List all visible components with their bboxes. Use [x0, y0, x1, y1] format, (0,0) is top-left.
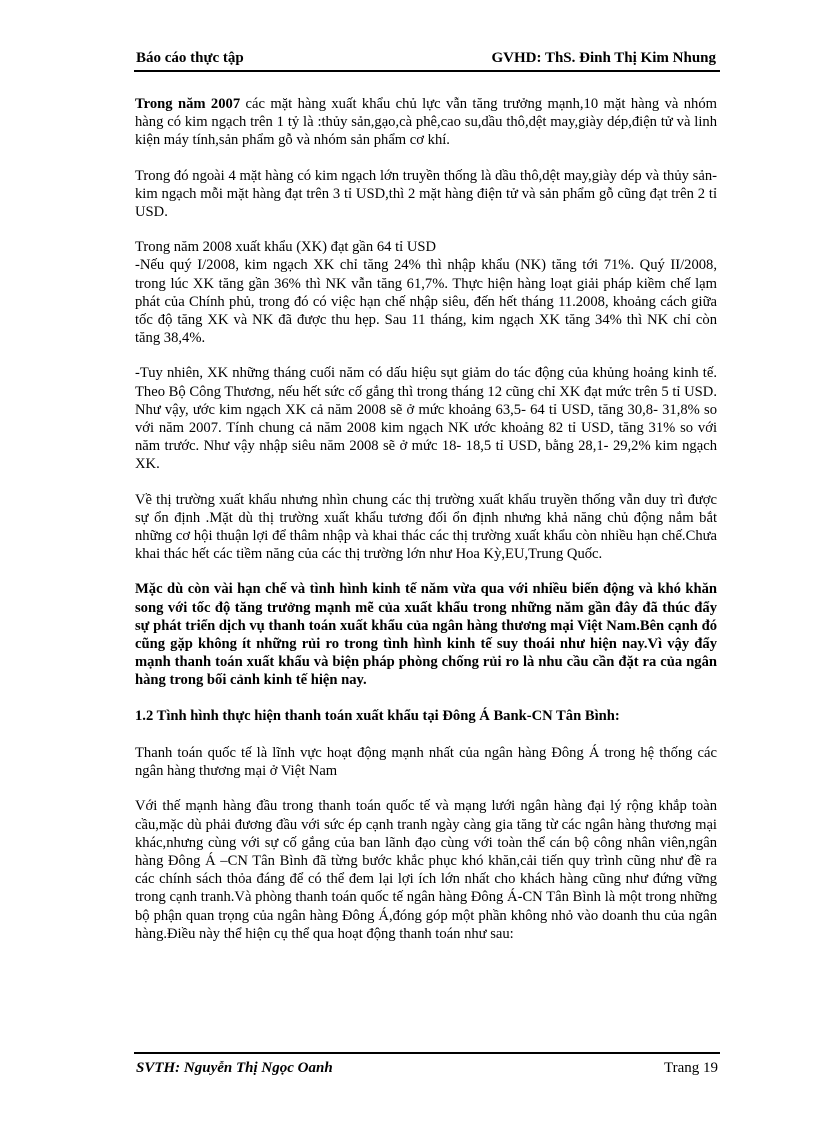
- page-content: [135, 95, 717, 960]
- paragraph-2008-decline: -Tuy nhiên, XK những tháng cuối năm có dấu hiệu sụt giảm do tác động của khủng hoảng kinh tế. Theo Bộ Công Thương, nếu hết sức cố gắng thì trong tháng 12 cũng chỉ XK đạt mức trên 5 tỉ USD. Như vậy, ước kim ngạch XK cả năm 2008 sẽ ở mức khoảng 63,5- 64 tỉ USD, tăng 30,8- 31,8% so với năm 2007. Tính chung cả năm 2008 kim ngạch NK ước khoảng 82 tỉ USD, tăng 31% so với năm trước. Như vậy nhập siêu năm 2008 sẽ ở mức 18- 18,5 tỉ USD, bằng 28,1- 29,2% kim ngạch XK.: [135, 365, 717, 473]
- header-advisor: GVHD: ThS. Đinh Thị Kim Nhung: [491, 50, 716, 66]
- paragraph-traditional-goods: Trong đó ngoài 4 mặt hàng có kim ngạch lớn truyền thống là dầu thô,dệt may,giày dép và thủy sản-kim ngạch mỗi mặt hàng đạt trên 3 tỉ USD,thì 2 mặt hàng điện tử và sản phẩm gỗ cũng đạt trên 2 tỉ USD.: [135, 167, 717, 221]
- footer-page-number: Trang 19: [663, 1060, 718, 1076]
- paragraph-dong-a-strengths: Với thế mạnh hàng đầu trong thanh toán quốc tế và mạng lưới ngân hàng đại lý rộng khắp toàn cầu,mặc dù phải đương đầu với sức ép cạnh tranh ngày càng gia tăng từ các ngân hàng thương mại khác,nhưng cùng với sự cố gắng của ban lãnh đạo cùng với toàn thể cán bộ công nhân viên,ngân hàng Đông Á –CN Tân Bình đã từng bước khắc phục khó khăn,cải tiến quy trình cũng như đề ra các chính sách thỏa đáng để có thể đem lại lợi ích lớn nhất cho khách hàng cũng như đứng vững trong cạnh tranh.Và phòng thanh toán quốc tế ngân hàng Đông Á-CN Tân Bình là một trong những bộ phận quan trọng của ngân hàng Đông Á,đóng góp một phần không nhỏ vào doanh thu của ngân hàng.Điều này thể hiện cụ thể qua hoạt động thanh toán như sau:: [135, 798, 717, 942]
- paragraph-2007-text: các mặt hàng xuất khẩu chủ lực vẫn tăng trưởng mạnh,10 mặt hàng và nhóm hàng có kim ngạch trên 1 tỷ là :thủy sản,gạo,cà phê,cao su,dầu thô,dệt may,giày dép,điện tử và linh kiện máy tính,sản phẩm gỗ và nhóm sản phẩm cơ khí.: [135, 96, 717, 149]
- paragraph-export-markets: Về thị trường xuất khẩu nhưng nhìn chung các thị trường xuất khẩu truyền thống vẫn duy trì được sự ổn định .Mặt dù thị trường xuất khẩu tương đối ổn định nhưng khả năng chủ động nắm bắt những cơ hội thuận lợi để thâm nhập và khai thác các thị trường xuất khẩu còn nhiều hạn chế.Chưa khai thác hết các tiềm năng của các thị trường lớn như Hoa Kỳ,EU,Trung Quốc.: [135, 491, 717, 563]
- section-heading: 1.2 Tình hình thực hiện thanh toán xuất khẩu tại Đông Á Bank-CN Tân Bình:: [135, 707, 620, 724]
- paragraph-summary: Mặc dù còn vài hạn chế và tình hình kinh tế năm vừa qua với nhiều biến động và khó khăn song với tốc độ tăng trưởng mạnh mẽ của xuất khẩu trong những năm gần đây đã thúc đẩy sự phát triển dịch vụ thanh toán xuất khẩu của ngân hàng thương mại Việt Nam.Bên cạnh đó cũng gặp không ít những rủi ro trong tình hình kinh tế suy thoái như hiện nay.Vì vậy đẩy mạnh thanh toán xuất khẩu và biện pháp phòng chống rủi ro là nhu cầu cần đặt ra của ngân hàng trong bối cảnh kinh tế hiện nay.: [135, 581, 717, 689]
- paragraph-2007-lead: Trong năm 2007: [135, 96, 241, 112]
- paragraph-2008-intro: Trong năm 2008 xuất khẩu (XK) đạt gần 64 tỉ USD: [135, 239, 437, 256]
- header-report-title: Báo cáo thực tập: [136, 50, 244, 66]
- page-footer: [134, 1052, 720, 1080]
- paragraph-international-payment: Thanh toán quốc tế là lĩnh vực hoạt động mạnh nhất của ngân hàng Đông Á trong hệ thống các ngân hàng thương mại ở Việt Nam: [135, 744, 717, 780]
- paragraph-2007: [135, 95, 717, 150]
- page-header: [134, 48, 720, 72]
- footer-student-name: SVTH: Nguyễn Thị Ngọc Oanh: [136, 1060, 333, 1076]
- paragraph-2008-quarters: -Nếu quý I/2008, kim ngạch XK chỉ tăng 24% thì nhập khẩu (NK) tăng tới 71%. Quý II/2008, trong lúc XK tăng gần 36% thì NK vẫn tăng 61,7%. Thực hiện hàng loạt giải pháp kiềm chế lạm phát của Chính phủ, trong đó có việc hạn chế nhập siêu, đến hết tháng 11.2008, khoảng cách giữa tốc độ tăng XK và NK đã được thu hẹp. Sau 11 tháng, kim ngạch XK tăng 34% thì NK chỉ còn tăng 38,4%.: [135, 257, 717, 347]
